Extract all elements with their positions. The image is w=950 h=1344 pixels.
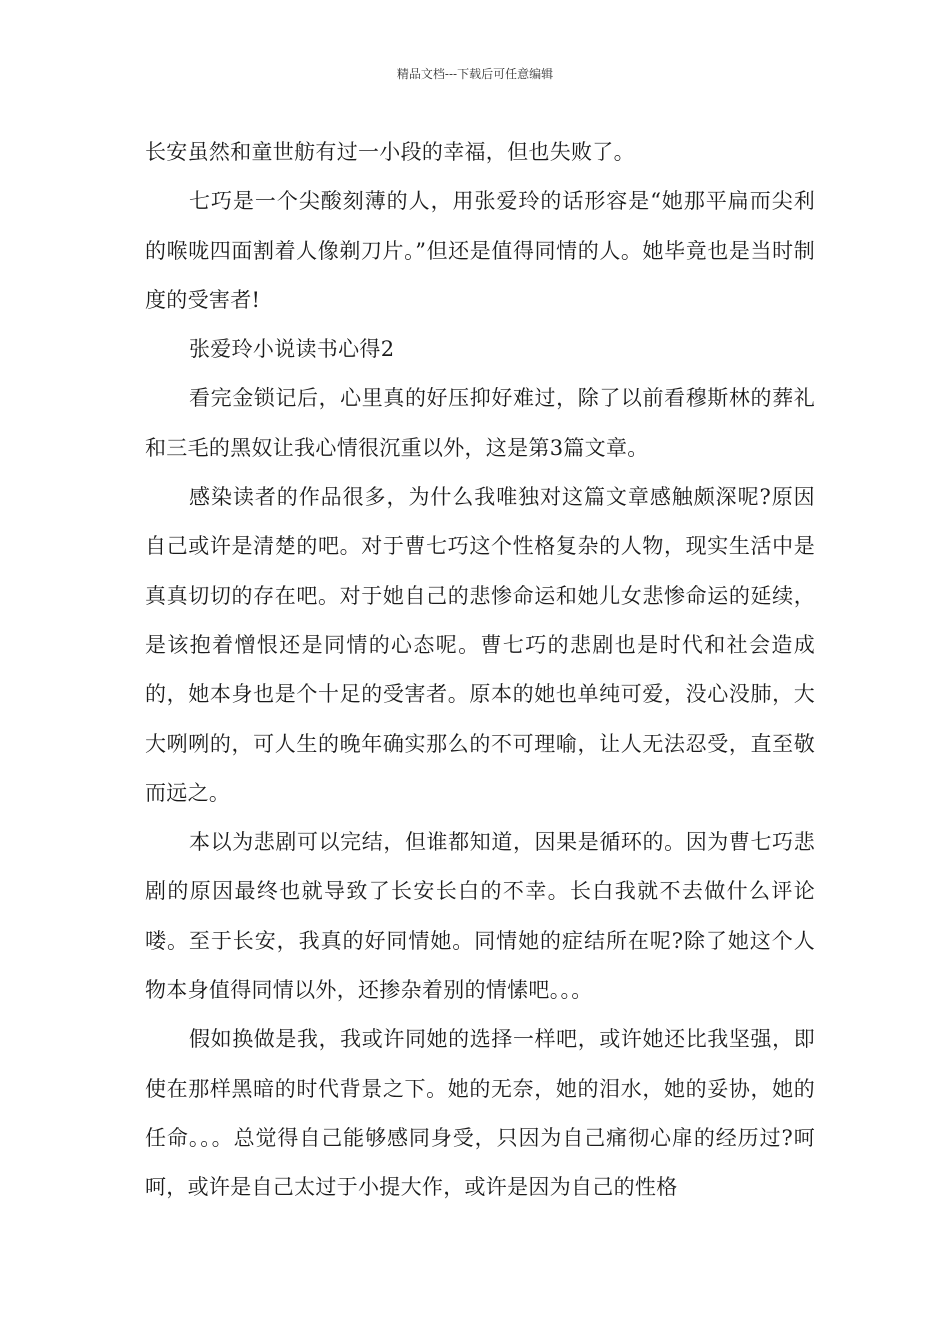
paragraph-5: 本以为悲剧可以完结，但谁都知道，因果是循环的。因为曹七巧悲剧的原因最终也就导致了长安长白的不幸。长白我就不去做什么评论喽。至于长安，我真的好同情她。同情她的症结所在呢?除了她这个人物本身值得同情以外，还掺杂着别的情愫吧。。。 bbox=[145, 830, 815, 1003]
page-header: 精品文档---下载后可任意编辑 bbox=[396, 67, 554, 81]
section-heading: 张爱玲小说读书心得2 bbox=[189, 337, 395, 362]
paragraph-6: 假如换做是我，我或许同她的选择一样吧，或许她还比我坚强，即使在那样黑暗的时代背景之下。她的无奈，她的泪水，她的妥协，她的任命。。。总觉得自己能够感同身受，只因为自己痛彻心扉的经历过?呵呵，或许是自己太过于小提大作，或许是因为自己的性格 bbox=[145, 1027, 815, 1200]
paragraph-2: 七巧是一个尖酸刻薄的人，用张爱玲的话形容是“她那平扁而尖利的喉咙四面割着人像剃刀片。”但还是值得同情的人。她毕竟也是当时制度的受害者! bbox=[145, 189, 815, 312]
paragraph-1: 长安虽然和童世舫有过一小段的幸福，但也失败了。 bbox=[145, 140, 635, 164]
document-body bbox=[145, 128, 815, 1213]
paragraph-3: 看完金锁记后，心里真的好压抑好难过，除了以前看穆斯林的葬礼和三毛的黑奴让我心情很沉重以外，这是第3篇文章。 bbox=[145, 386, 815, 460]
paragraph-4: 感染读者的作品很多，为什么我唯独对这篇文章感触颇深呢?原因自己或许是清楚的吧。对于曹七巧这个性格复杂的人物，现实生活中是真真切切的存在吧。对于她自己的悲惨命运和她儿女悲惨命运的延续，是该抱着憎恨还是同情的心态呢。曹七巧的悲剧也是时代和社会造成的，她本身也是个十足的受害者。原本的她也单纯可爱，没心没肺，大大咧咧的，可人生的晚年确实那么的不可理喻，让人无法忍受，直至敬而远之。 bbox=[145, 485, 815, 805]
